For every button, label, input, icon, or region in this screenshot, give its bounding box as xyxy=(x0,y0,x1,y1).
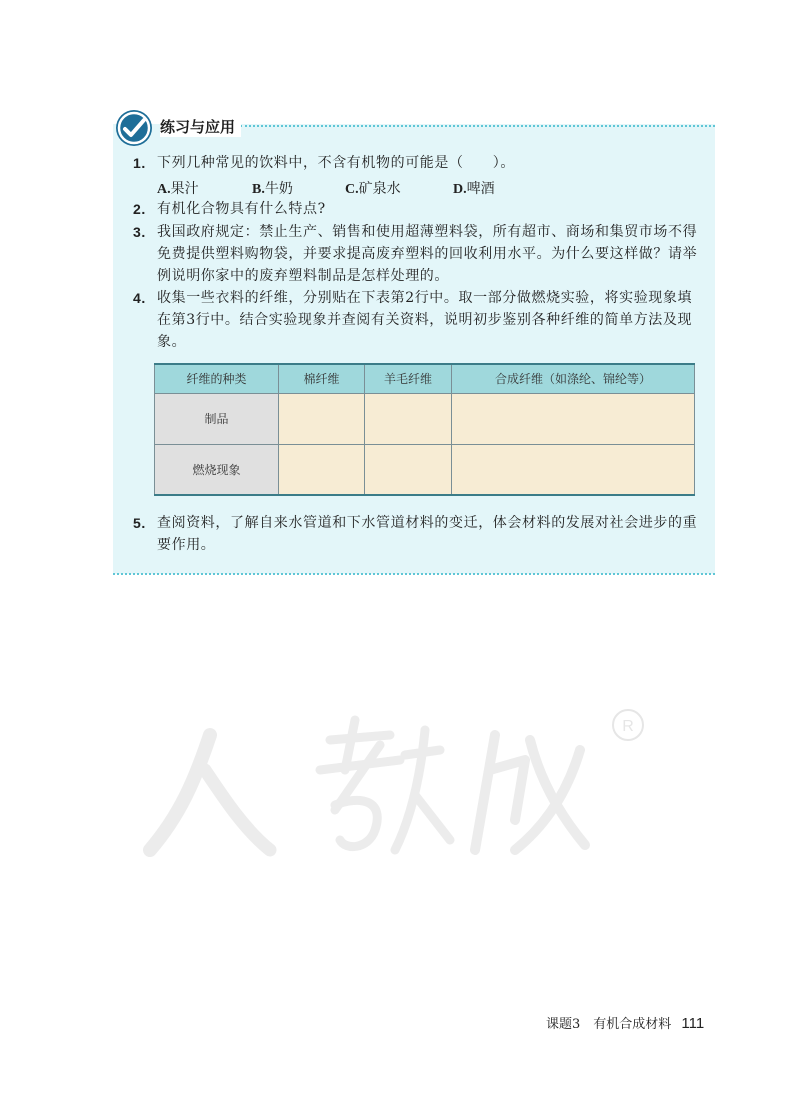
section-title: 练习与应用 xyxy=(160,116,241,137)
option-a: A.果汁 xyxy=(157,181,199,197)
table-header-row xyxy=(155,364,695,393)
table-header-cell: 羊毛纤维 xyxy=(365,364,452,393)
question-2: 2. 有机化合物具有什么特点? xyxy=(133,201,326,217)
table-header-cell: 棉纤维 xyxy=(279,364,365,393)
box-bottom-dotted-rule xyxy=(113,573,715,575)
answer-options xyxy=(157,178,557,198)
option-c: C.矿泉水 xyxy=(345,181,401,197)
question-3: 3. 我国政府规定：禁止生产、销售和使用超薄塑料袋，所有超市、商场和集贸市场不得免费提供塑料购物袋，并要求提高废弃塑料的回收利用水平。为什么要这样做？请举例说明你家中的废弃塑料制品是怎样处理的。 xyxy=(133,224,698,284)
page-number: 111 xyxy=(681,1015,705,1032)
option-d: D.啤酒 xyxy=(453,181,495,197)
page-footer xyxy=(546,1013,704,1032)
question-5: 5. 查阅资料，了解自来水管道和下水管道材料的变迁，体会材料的发展对社会进步的重要作用。 xyxy=(133,515,698,553)
row-label: 燃烧现象 xyxy=(155,444,279,495)
row-label: 制品 xyxy=(155,393,279,444)
blank-cell xyxy=(365,393,452,444)
exercise-badge-icon xyxy=(114,108,154,148)
table-row xyxy=(155,393,695,444)
option-b: B.牛奶 xyxy=(252,181,293,197)
blank-cell xyxy=(279,444,365,495)
publisher-watermark-icon xyxy=(140,700,660,870)
blank-cell xyxy=(365,444,452,495)
question-1: 1. 下列几种常见的饮料中，不含有机物的可能是（ ）。 xyxy=(133,155,515,171)
svg-text:R: R xyxy=(622,718,634,735)
blank-cell xyxy=(452,444,695,495)
fiber-table xyxy=(154,363,695,496)
blank-cell xyxy=(452,393,695,444)
table-header-cell: 纤维的种类 xyxy=(155,364,279,393)
table-row xyxy=(155,444,695,495)
question-4: 4. 收集一些衣料的纤维，分别贴在下表第2行中。取一部分做燃烧实验，将实验现象填在第3行中。结合实验现象并查阅有关资料，说明初步鉴别各种纤维的简单方法及现象。 xyxy=(133,290,693,350)
title-dotted-rule xyxy=(240,125,715,127)
chapter-title: 课题3 有机合成材料 xyxy=(546,1017,672,1032)
blank-cell xyxy=(279,393,365,444)
table-header-cell: 合成纤维（如涤纶、锦纶等） xyxy=(452,364,695,393)
